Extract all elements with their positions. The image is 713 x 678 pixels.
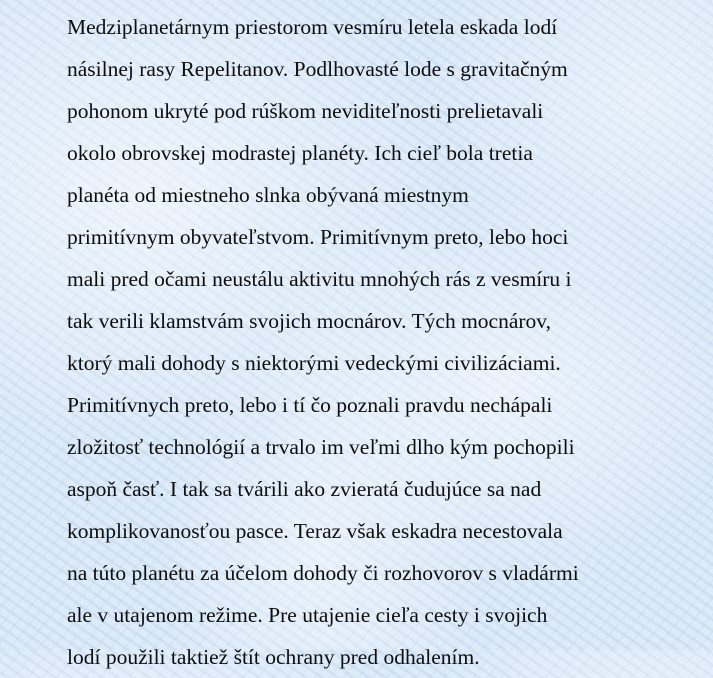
paragraph-line-4: okolo obrovskej modrastej planéty. Ich cieľ bola tretia — [67, 141, 533, 165]
document-page — [67, 6, 707, 678]
paragraph-line-7: mali pred očami neustálu aktivitu mnohých rás z vesmíru i — [67, 267, 572, 291]
paragraph-line-6: primitívnym obyvateľstvom. Primitívnym preto, lebo hoci — [67, 225, 569, 249]
paragraph-line-16: lodí použili taktiež štít ochrany pred odhalením. — [67, 645, 480, 669]
paragraph-line-14: na túto planétu za účelom dohody či rozhovorov s vladármi — [67, 561, 579, 585]
paragraph-line-11: zložitosť technológií a trvalo im veľmi dlho kým pochopili — [67, 435, 575, 459]
paragraph-line-1: Medziplanetárnym priestorom vesmíru letela eskada lodí — [67, 15, 558, 39]
paragraph-line-13: komplikovanosťou pasce. Teraz však eskadra necestovala — [67, 519, 563, 543]
paragraph-line-2: násilnej rasy Repelitanov. Podlhovasté lode s gravitačným — [67, 57, 568, 81]
paragraph-line-15: ale v utajenom režime. Pre utajenie cieľa cesty i svojich — [67, 603, 548, 627]
paragraph-line-9: ktorý mali dohody s niektorými vedeckými civilizáciami. — [67, 351, 561, 375]
paragraph-line-12: aspoň časť. I tak sa tvárili ako zvieratá čudujúce sa nad — [67, 477, 542, 501]
paragraph-line-10: Primitívnych preto, lebo i tí čo poznali pravdu nechápali — [67, 393, 553, 417]
paragraph-line-5: planéta od miestneho slnka obývaná miestnym — [67, 183, 469, 207]
paragraph-line-3: pohonom ukryté pod rúškom neviditeľnosti prelietavali — [67, 99, 544, 123]
paragraph-line-8: tak verili klamstvám svojich mocnárov. Tých mocnárov, — [67, 309, 552, 333]
